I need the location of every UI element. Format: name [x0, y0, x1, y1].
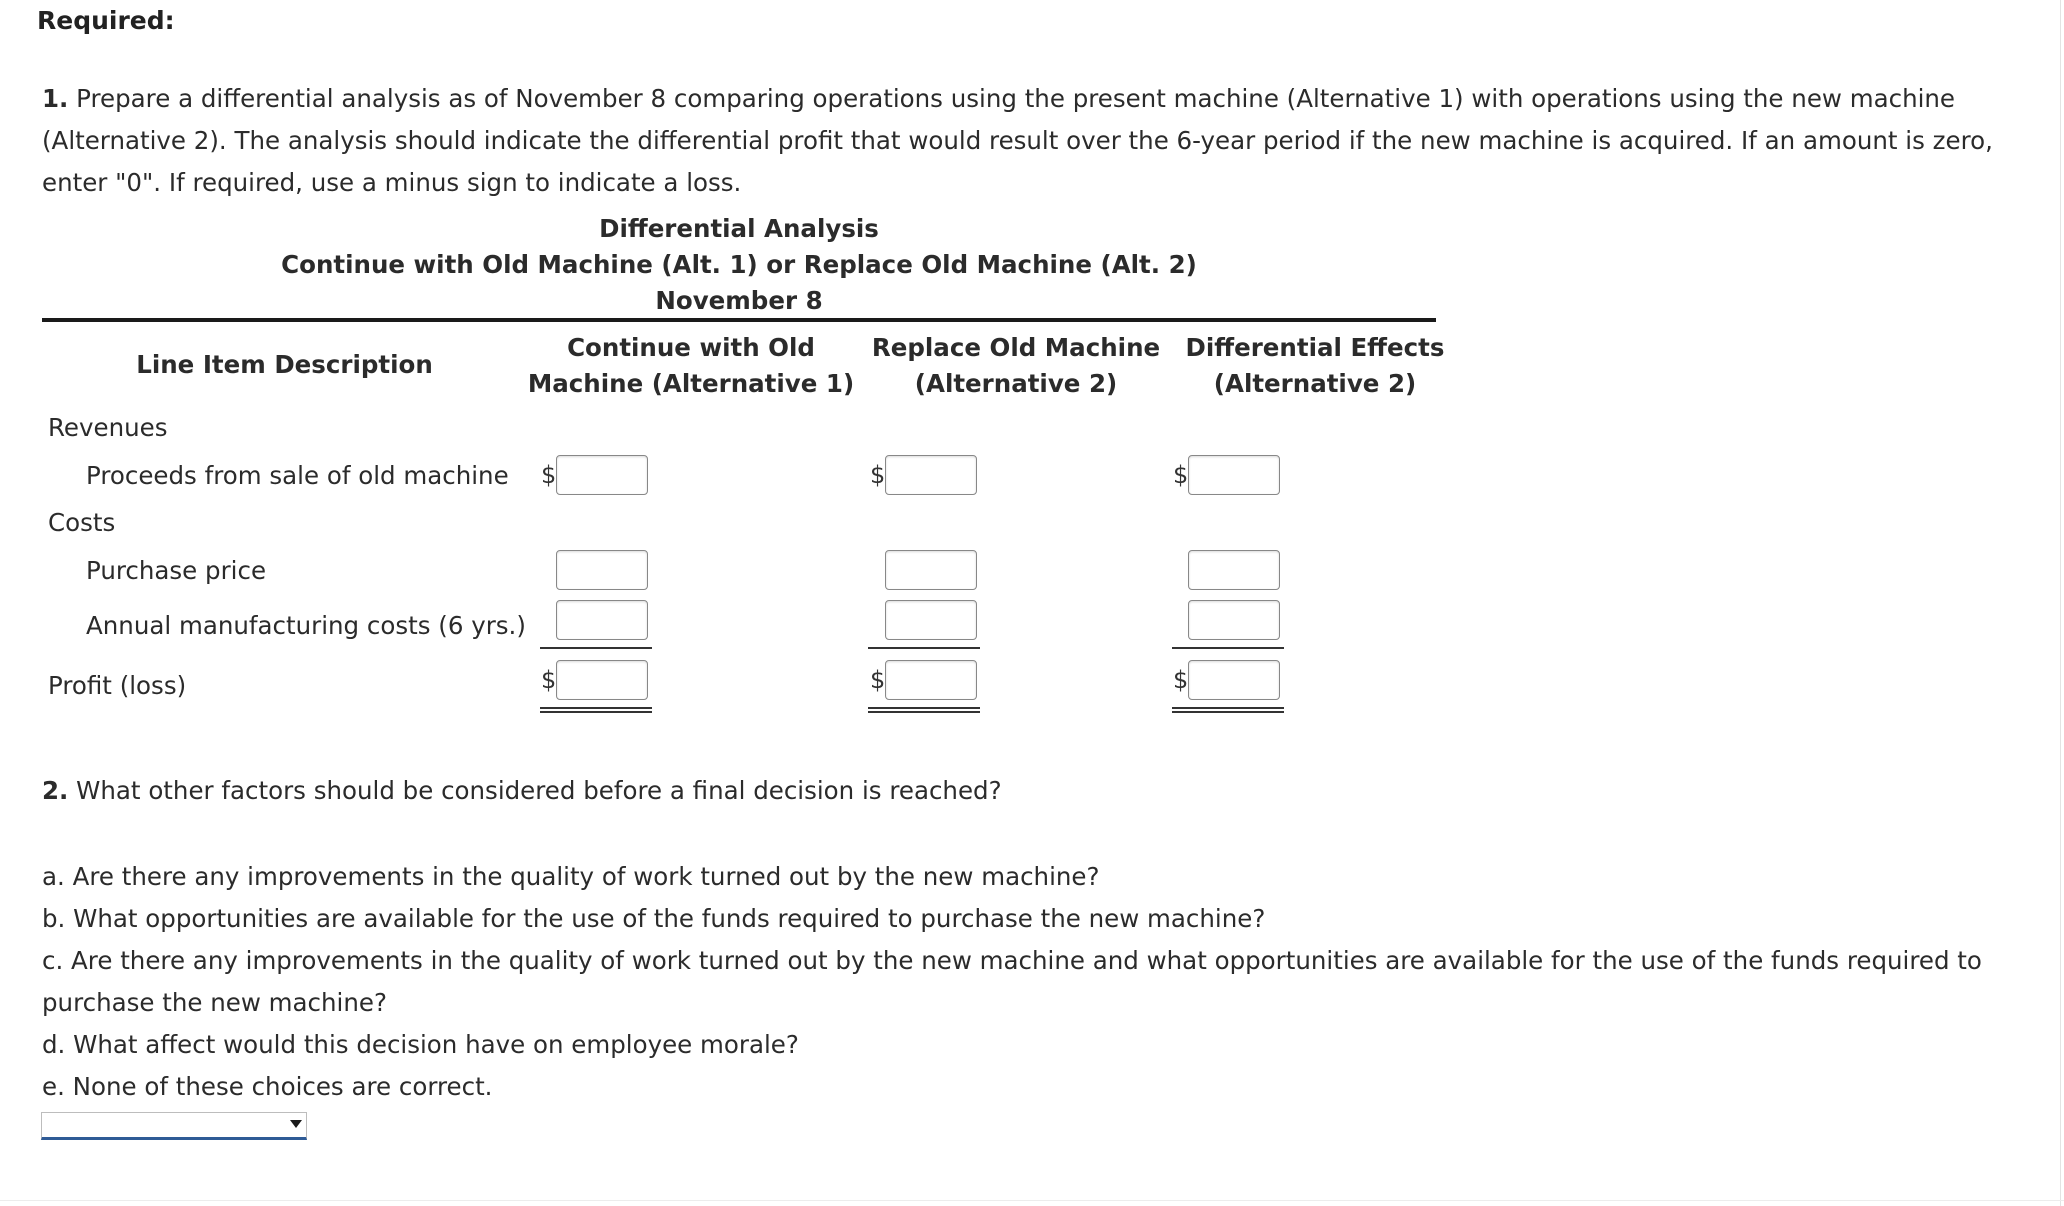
- purchase-price-diff-input[interactable]: [1188, 550, 1280, 590]
- column-header-alternative-2: [866, 330, 1166, 402]
- subtotal-rule-alt2: [868, 647, 980, 649]
- subtotal-rule-alt1: [540, 647, 652, 649]
- profit-alt2-input[interactable]: [885, 660, 977, 700]
- purchase-price-alt1-input[interactable]: [556, 550, 648, 590]
- question-1: [42, 78, 2052, 204]
- profit-diff-input[interactable]: [1188, 660, 1280, 700]
- answer-choice-b: b. What opportunities are available for the use of the funds required to purchase the new machine?: [42, 904, 1266, 933]
- annual-costs-diff-input[interactable]: [1188, 600, 1280, 640]
- column-header-alternative-1-line-2: Machine (Alternative 1): [527, 369, 855, 398]
- column-header-alternative-2-line-1: Replace Old Machine: [871, 333, 1161, 362]
- annual-costs-alt1-input[interactable]: [556, 600, 648, 640]
- column-header-description: Line Item Description: [136, 350, 433, 379]
- column-header-alternative-1-line-1: Continue with Old: [567, 333, 815, 362]
- question-1-text: Prepare a differential analysis as of November 8 comparing operations using the present machine (Alternative 1) with operations using the new machine (Alternative 2). The analysis should indicate the differential profit that would result over the 6-year period if the new machine is acquired. If an amount is zero, enter "0". If required, use a minus sign to indicate a loss.: [42, 84, 1993, 197]
- page-bottom-border: [0, 1200, 2064, 1201]
- purchase-price-alt2-input[interactable]: [885, 550, 977, 590]
- currency-symbol: $: [1173, 666, 1189, 694]
- total-double-rule-alt2: [868, 707, 980, 713]
- column-header-alternative-2-line-2: (Alternative 2): [914, 369, 1118, 398]
- answer-choice-c: c. Are there any improvements in the quality of work turned out by the new machine and what opportunities are available for the use of the funds required to purchase the new machine?: [42, 946, 1982, 1017]
- answer-choice-e: e. None of these choices are correct.: [42, 1072, 493, 1101]
- answer-choice-d: d. What affect would this decision have on employee morale?: [42, 1030, 799, 1059]
- annual-costs-alt2-input[interactable]: [885, 600, 977, 640]
- row-label-costs: Costs: [48, 508, 116, 537]
- analysis-subtitle: Continue with Old Machine (Alt. 1) or Replace Old Machine (Alt. 2): [281, 250, 1197, 279]
- analysis-title: Differential Analysis: [599, 214, 879, 243]
- table-top-rule: [42, 318, 1436, 322]
- column-header-alternative-1: [523, 330, 859, 402]
- column-header-differential-line-2: (Alternative 2): [1213, 369, 1417, 398]
- answer-choices: [42, 856, 2042, 1108]
- row-label-profit: Profit (loss): [48, 671, 187, 700]
- row-label-proceeds: Proceeds from sale of old machine: [86, 461, 509, 490]
- question-2-number: 2.: [42, 776, 69, 805]
- row-label-annual-costs: Annual manufacturing costs (6 yrs.): [86, 611, 526, 640]
- total-double-rule-alt1: [540, 707, 652, 713]
- question-2-text: What other factors should be considered before a final decision is reached?: [76, 776, 1002, 805]
- row-label-purchase-price: Purchase price: [86, 556, 267, 585]
- currency-symbol: $: [541, 461, 557, 489]
- currency-symbol: $: [870, 666, 886, 694]
- profit-alt1-input[interactable]: [556, 660, 648, 700]
- proceeds-alt2-input[interactable]: [885, 455, 977, 495]
- row-label-revenues: Revenues: [48, 413, 168, 442]
- proceeds-diff-input[interactable]: [1188, 455, 1280, 495]
- answer-choice-a: a. Are there any improvements in the quality of work turned out by the new machine?: [42, 862, 1100, 891]
- question-2: [42, 776, 1002, 805]
- page-right-border: [2060, 0, 2061, 1206]
- chevron-down-icon[interactable]: [290, 1120, 302, 1128]
- proceeds-alt1-input[interactable]: [556, 455, 648, 495]
- currency-symbol: $: [1173, 461, 1189, 489]
- total-double-rule-diff: [1172, 707, 1284, 713]
- answer-select-dropdown[interactable]: [41, 1112, 307, 1140]
- column-header-differential-effects: [1170, 330, 1460, 402]
- required-heading: Required:: [37, 6, 175, 35]
- subtotal-rule-diff: [1172, 647, 1284, 649]
- question-1-number: 1.: [42, 84, 69, 113]
- column-header-differential-line-1: Differential Effects: [1185, 333, 1445, 362]
- currency-symbol: $: [541, 666, 557, 694]
- analysis-date: November 8: [655, 286, 823, 315]
- currency-symbol: $: [870, 461, 886, 489]
